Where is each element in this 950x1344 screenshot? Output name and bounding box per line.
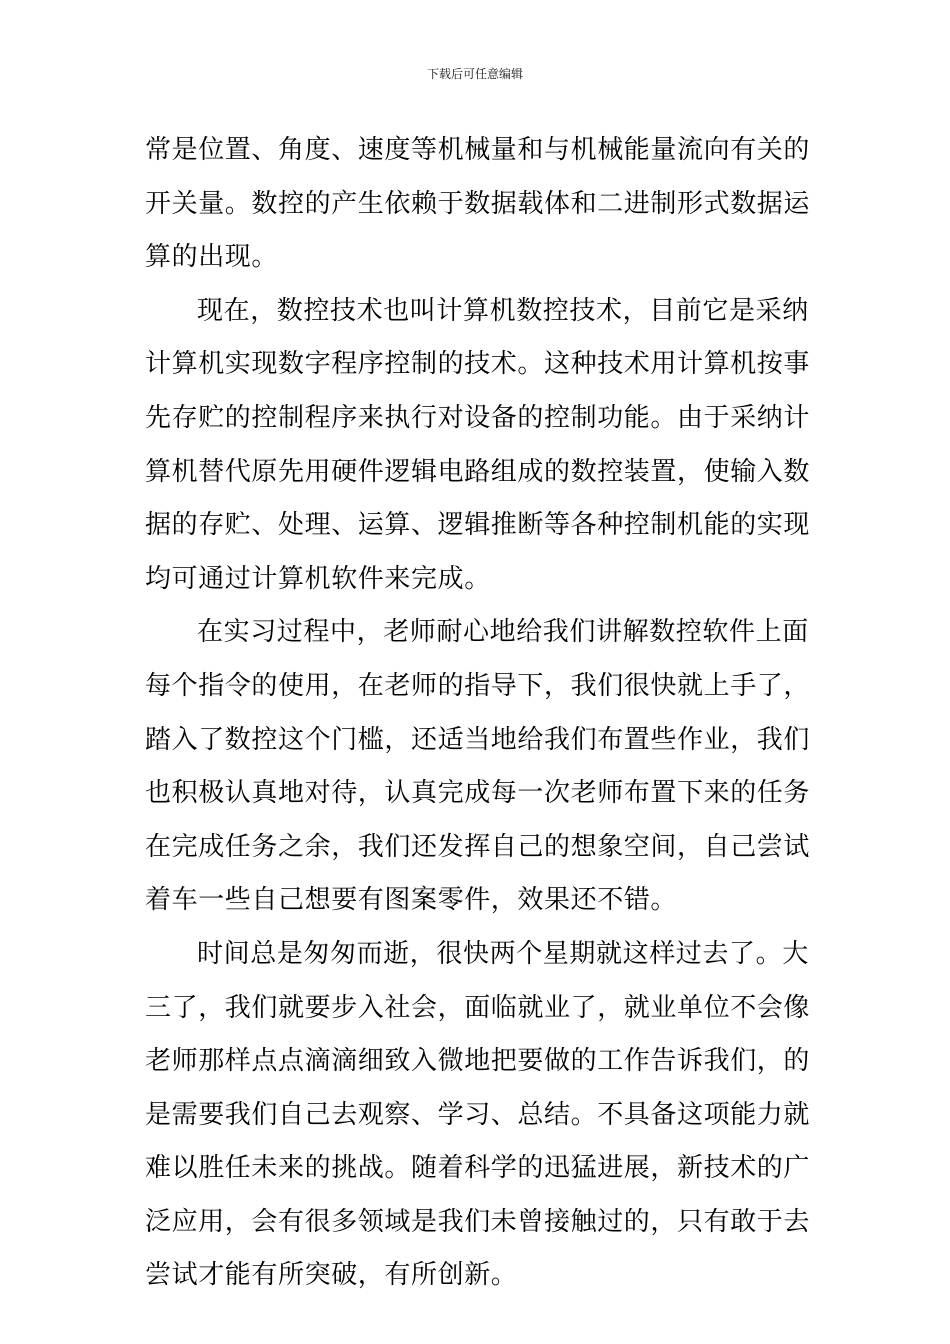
paragraph <box>145 928 811 1303</box>
text-line: 着车一些自己想要有图案零件，效果还不错。 <box>145 885 678 916</box>
text-line: 计算机实现数字程序控制的技术。这种技术用计算机按事 <box>145 349 811 380</box>
text-line: 算机替代原先用硬件逻辑电路组成的数控装置，使输入数 <box>145 456 811 487</box>
text-line: 泛应用，会有很多领域是我们未曾接触过的，只有敢于去 <box>145 1206 811 1237</box>
text-line: 是需要我们自己去观察、学习、总结。不具备这项能力就 <box>145 1099 811 1130</box>
text-line: 时间总是匆匆而逝，很快两个星期就这样过去了。大 <box>197 938 809 969</box>
text-line: 常是位置、角度、速度等机械量和与机械能量流向有关的 <box>145 135 811 165</box>
text-line: 老师那样点点滴滴细致入微地把要做的工作告诉我们，的 <box>145 1046 811 1077</box>
page-header-note: 下载后可任意编辑 <box>426 67 523 81</box>
text-line: 开关量。数控的产生依赖于数据载体和二进制形式数据运 <box>145 188 811 219</box>
text-line: 难以胜任未来的挑战。随着科学的迅猛进展，新技术的广 <box>145 1153 811 1184</box>
text-line: 现在，数控技术也叫计算机数控技术，目前它是采纳 <box>197 295 809 326</box>
paragraph <box>145 124 811 285</box>
text-line: 均可通过计算机软件来完成。 <box>145 563 491 594</box>
text-line: 尝试才能有所突破，有所创新。 <box>145 1260 518 1291</box>
text-line: 算的出现。 <box>145 242 279 273</box>
paragraph <box>145 285 811 607</box>
text-line: 在实习过程中，老师耐心地给我们讲解数控软件上面 <box>197 617 809 648</box>
text-line: 也积极认真地对待，认真完成每一次老师布置下来的任务 <box>145 778 811 809</box>
text-line: 先存贮的控制程序来执行对设备的控制功能。由于采纳计 <box>145 402 811 433</box>
text-line: 踏入了数控这个门槛，还适当地给我们布置些作业，我们 <box>145 724 811 755</box>
body-text <box>145 124 811 1303</box>
paragraph <box>145 606 811 928</box>
text-line: 在完成任务之余，我们还发挥自己的想象空间，自己尝试 <box>145 831 811 862</box>
text-line: 三了，我们就要步入社会，面临就业了，就业单位不会像 <box>145 992 811 1023</box>
text-line: 据的存贮、处理、运算、逻辑推断等各种控制机能的实现 <box>145 510 811 541</box>
text-line: 每个指令的使用，在老师的指导下，我们很快就上手了， <box>145 670 811 701</box>
